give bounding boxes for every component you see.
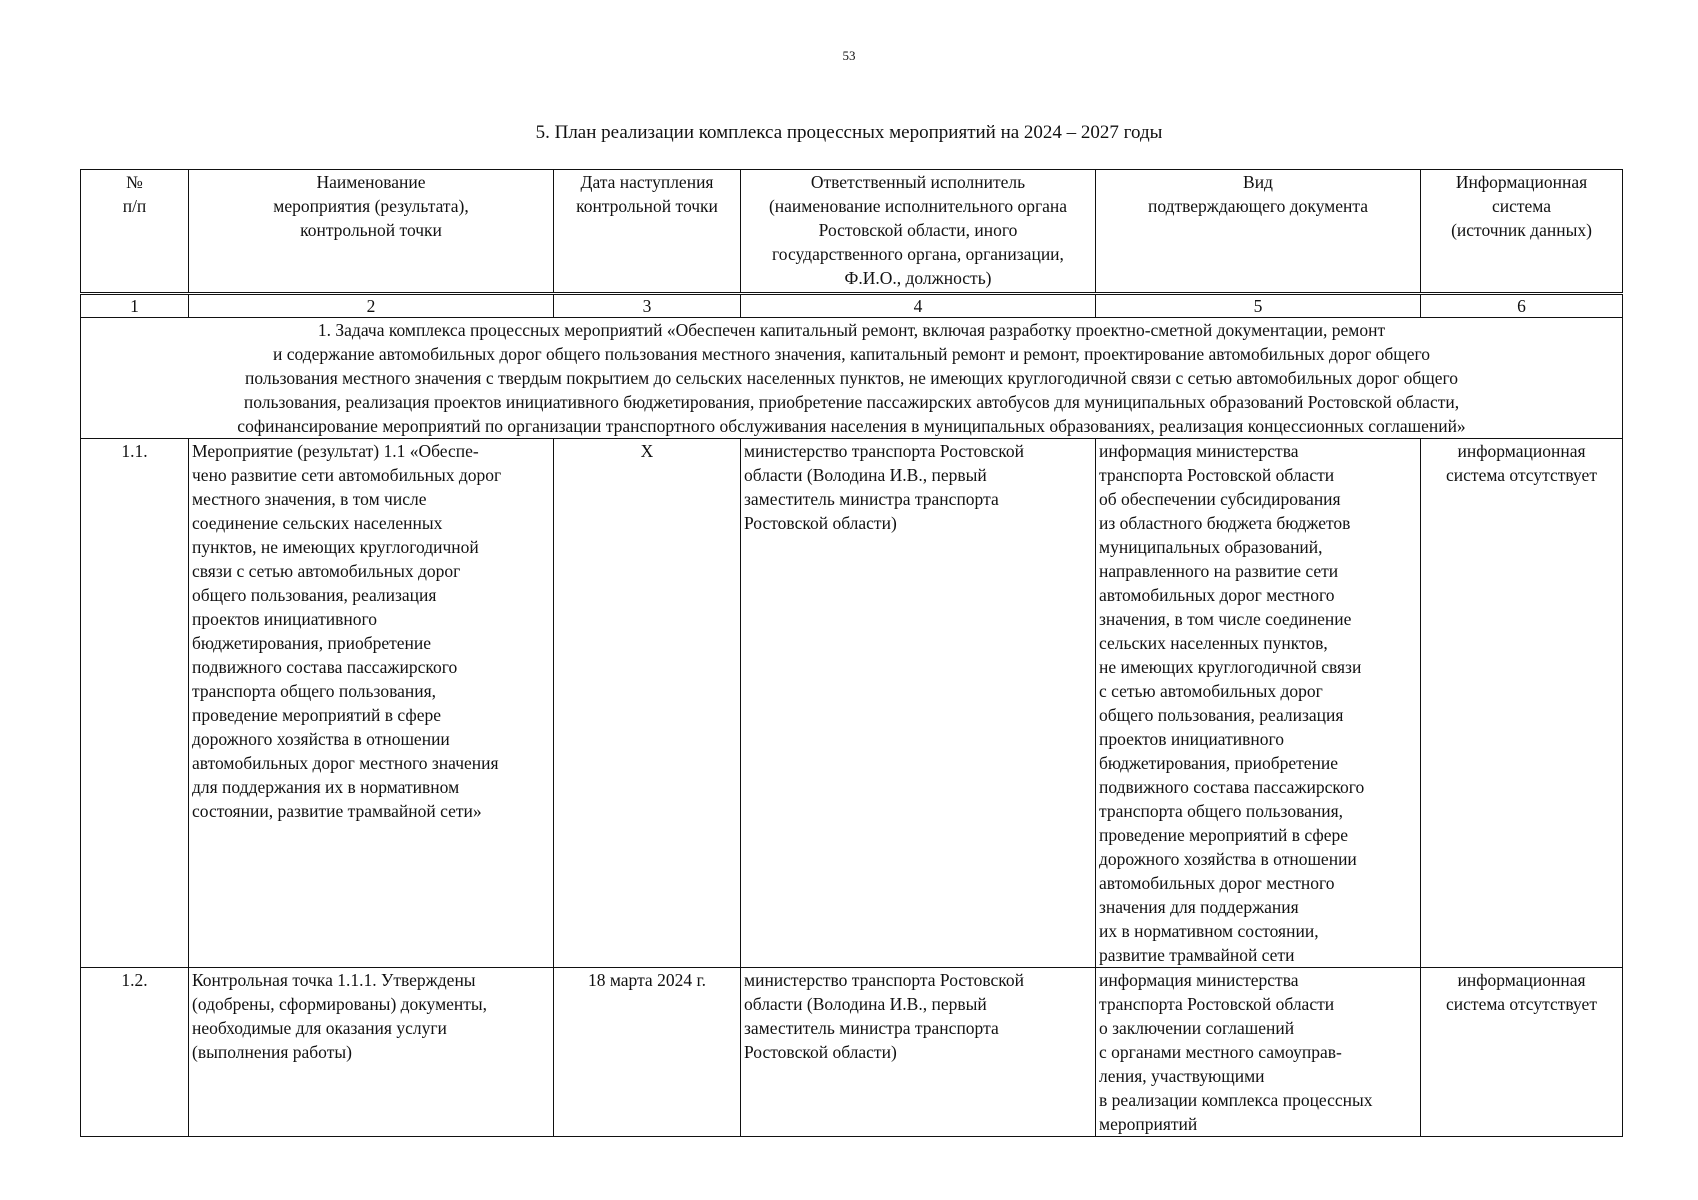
row-executor: министерство транспорта Ростовской области (Володина И.В., первый заместитель министра транспорта Ростовской области) xyxy=(741,439,1096,968)
table-row xyxy=(81,968,1623,1137)
row-name: Контрольная точка 1.1.1. Утверждены (одобрены, сформированы) документы, необходимые для оказания услуги (выполнения работы) xyxy=(189,968,554,1137)
row-executor: министерство транспорта Ростовской области (Володина И.В., первый заместитель министра транспорта Ростовской области) xyxy=(741,968,1096,1137)
task-description: 1. Задача комплекса процессных мероприятий «Обеспечен капитальный ремонт, включая разработку проектно-сметной документации, ремонт и содержание автомобильных дорог общего пользования местного значения, капитальный ремонт и ремонт, проектирование автомобильных дорог общего пользования местного значения с твердым покрытием до сельских населенных пунктов, не имеющих круглогодичной связи с сетью автомобильных дорог общего пользования, реализация проектов инициативного бюджетирования, приобретение пассажирских автобусов для муниципальных образований Ростовской области, софинансирование мероприятий по организации транспортного обслуживания населения в муниципальных образованиях, реализация концессионных соглашений» xyxy=(81,318,1623,439)
row-date: X xyxy=(554,439,741,968)
row-info-system: информационная система отсутствует xyxy=(1421,439,1623,968)
row-date: 18 марта 2024 г. xyxy=(554,968,741,1137)
page-title: 5. План реализации комплекса процессных мероприятий на 2024 – 2027 годы xyxy=(535,122,1163,143)
header-document: Вид подтверждающего документа xyxy=(1096,170,1421,294)
plan-table xyxy=(80,169,1623,1137)
task-row xyxy=(81,318,1623,439)
header-date: Дата наступления контрольной точки xyxy=(554,170,741,294)
page-number: 53 xyxy=(842,48,856,63)
row-info-system: информационная система отсутствует xyxy=(1421,968,1623,1137)
row-number: 1.1. xyxy=(81,439,189,968)
column-number-row xyxy=(81,294,1623,318)
header-info-system: Информационная система (источник данных) xyxy=(1421,170,1623,294)
header-number: № п/п xyxy=(81,170,189,294)
row-number: 1.2. xyxy=(81,968,189,1137)
row-document: информация министерства транспорта Ростовской области об обеспечении субсидирования из областного бюджета бюджетов муниципальных образований, направленного на развитие сети автомобильных дорог местного значения, в том числе соединение сельских населенных пунктов, не имеющих круглогодичной связи с сетью автомобильных дорог общего пользования, реализация проектов инициативного бюджетирования, приобретение подвижного состава пассажирского транспорта общего пользования, проведение мероприятий в сфере дорожного хозяйства в отношении автомобильных дорог местного значения для поддержания их в нормативном состоянии, развитие трамвайной сети xyxy=(1096,439,1421,968)
column-number: 4 xyxy=(741,294,1096,318)
column-number: 1 xyxy=(81,294,189,318)
header-row xyxy=(81,170,1623,294)
column-number: 5 xyxy=(1096,294,1421,318)
header-executor: Ответственный исполнитель (наименование исполнительного органа Ростовской области, иного государственного органа, организации, Ф.И.О., должность) xyxy=(741,170,1096,294)
column-number: 2 xyxy=(189,294,554,318)
header-name: Наименование мероприятия (результата), контрольной точки xyxy=(189,170,554,294)
column-number: 3 xyxy=(554,294,741,318)
column-number: 6 xyxy=(1421,294,1623,318)
row-document: информация министерства транспорта Ростовской области о заключении соглашений с органами местного самоуправ- ления, участвующими в реализации комплекса процессных мероприятий xyxy=(1096,968,1421,1137)
table-row xyxy=(81,439,1623,968)
row-name: Мероприятие (результат) 1.1 «Обеспе- чено развитие сети автомобильных дорог местного значения, в том числе соединение сельских населенных пунктов, не имеющих круглогодичной связи с сетью автомобильных дорог общего пользования, реализация проектов инициативного бюджетирования, приобретение подвижного состава пассажирского транспорта общего пользования, проведение мероприятий в сфере дорожного хозяйства в отношении автомобильных дорог местного значения для поддержания их в нормативном состоянии, развитие трамвайной сети» xyxy=(189,439,554,968)
